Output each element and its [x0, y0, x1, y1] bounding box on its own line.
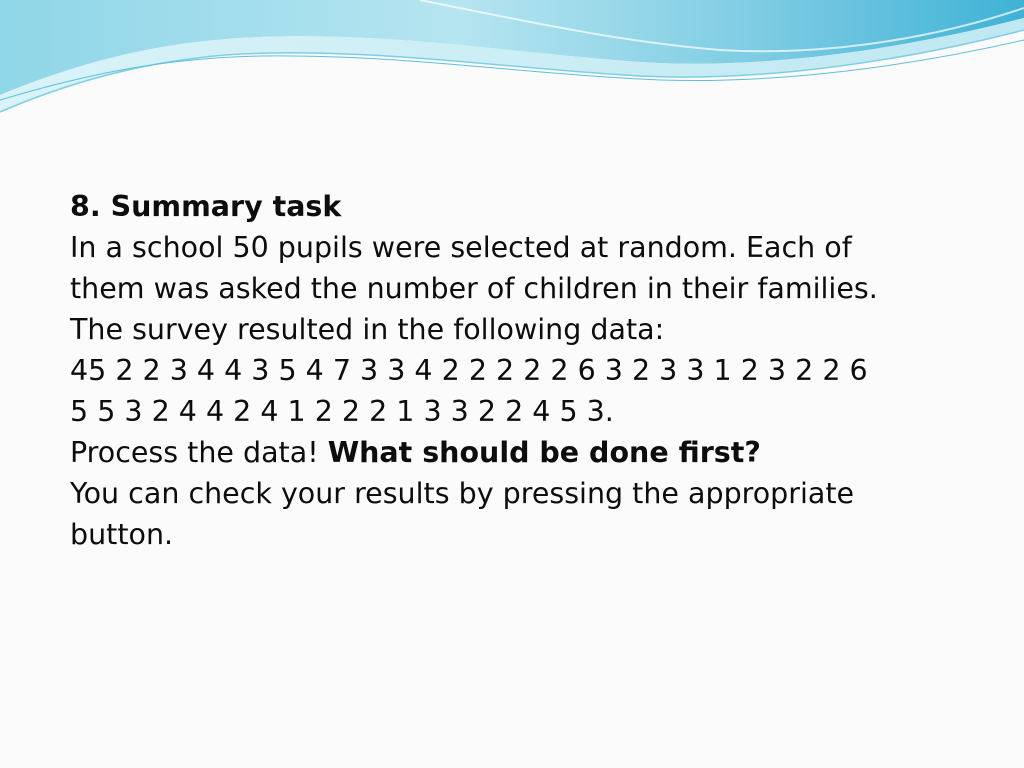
slide-content	[70, 186, 950, 555]
check-line-2: button.	[70, 518, 174, 551]
data-line-1: 45 2 2 3 4 4 3 5 4 7 3 3 4 2 2 2 2 2 6 3 2 3 3 1 2 3 2 2 6	[70, 354, 868, 387]
slide-heading: 8. Summary task	[70, 190, 342, 223]
process-line	[70, 432, 950, 473]
data-line-2: 5 5 3 2 4 4 2 4 1 2 2 2 1 3 3 2 2 4 5 3.	[70, 395, 614, 428]
check-line-1: You can check your results by pressing the appropriate	[70, 477, 855, 510]
decorative-wave-header	[0, 0, 1024, 120]
body-line-1: In a school 50 pupils were selected at random. Each of	[70, 231, 852, 264]
body-line-3: The survey resulted in the following data:	[70, 313, 665, 346]
process-question: What should be done first?	[327, 436, 761, 469]
body-line-2: them was asked the number of children in their families.	[70, 272, 878, 305]
process-text: Process the data!	[70, 436, 328, 469]
